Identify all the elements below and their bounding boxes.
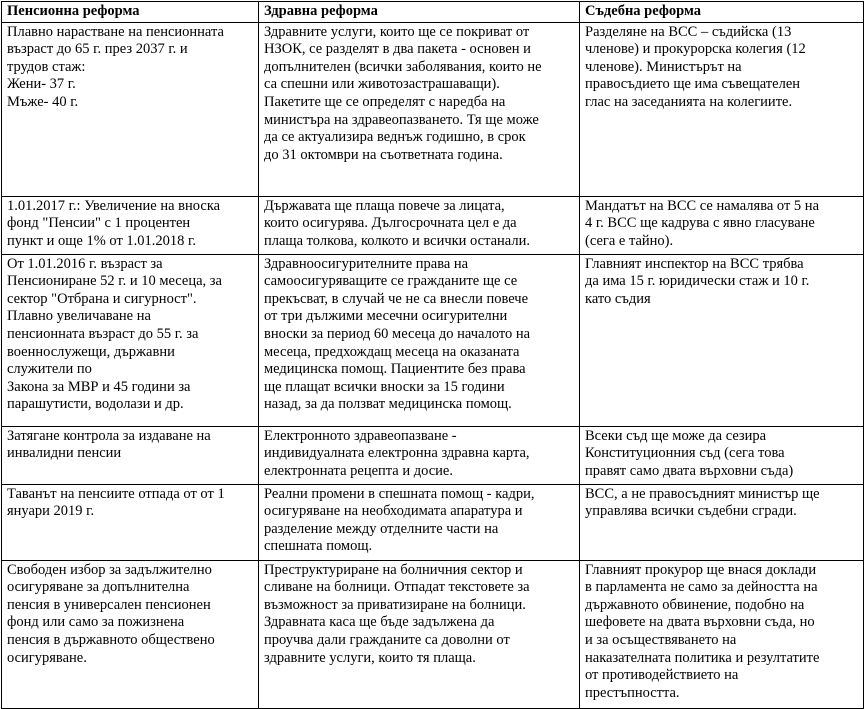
cell-text-line: от противодействието на [585,667,739,684]
cell-text-line: до 31 октомври на съответната година. [264,146,503,163]
cell-text-line: Главният инспектор на ВСС трябва [585,255,804,272]
cell-text-line: Плавно нарастване на пенсионната [7,23,224,40]
cell-text-line: Главният прокурор ще внася доклади [585,561,817,578]
table-row [2,196,864,254]
cell-text-line: осигуряване. [7,649,87,666]
pension-cell [2,254,259,426]
cell-text-line: ВСС, а не правосъдният министър ще [585,485,820,502]
judicial-cell [580,22,864,196]
cell-text-line: управлява всички съдебни сгради. [585,503,797,520]
cell-text-line: като съдия [585,290,651,307]
cell-text-line: фонд "Пенсии" с 1 процентен [7,215,191,232]
cell-text-line: осигуряване на необходимата апаратура и [264,503,523,520]
cell-text-line: прекъсват, в случай че не са внесли повече [264,290,529,307]
cell-text-line: Електронното здравеопазване - [264,427,457,444]
cell-text-line: сливане на болници. Отпадат текстовете за [264,579,530,596]
judicial-cell [580,560,864,708]
cell-text-line: служители по [7,361,92,378]
cell-text-line: Здравните услуги, които ще се покриват от [264,23,530,40]
cell-text-line: индивидуалната електронна здравна карта, [264,445,530,462]
cell-text-line: здравните услуги, които тя плаща. [264,649,476,666]
cell-text-line: Държавата ще плаща повече за лицата, [264,197,505,214]
cell-text-line: медицинска помощ. Пациентите без права [264,361,526,378]
cell-text-line: Жени- 37 г. [7,76,76,93]
cell-text-line: Разделяне на ВСС – съдийска (13 [585,23,792,40]
health-cell [259,426,580,484]
pension-cell [2,22,259,196]
cell-text-line: спешната помощ. [264,538,373,555]
table-row [2,22,864,196]
cell-text-line: военнослужещи, държавни [7,343,175,360]
cell-text-line: и за осъществяването на [585,631,737,648]
cell-text-line: пенсия в държавното обществено [7,631,215,648]
health-cell [259,22,580,196]
health-cell [259,560,580,708]
pension-cell [2,426,259,484]
cell-text-line: плаща толкова, колкото и всички останали. [264,232,530,249]
cell-text-line: осигуряване за допълнителна [7,579,190,596]
cell-text-line: пенсионната възраст до 55 г. за [7,325,199,342]
cell-text-line: януари 2019 г. [7,503,95,520]
table-row [2,426,864,484]
cell-text-line: от три дължими месечни осигурителни [264,308,508,325]
cell-text-line: членове). Министърът на [585,58,742,75]
cell-text-line: месеца, предхождащ месеца на оказаната [264,343,520,360]
table-row [2,560,864,708]
cell-text-line: Таванът на пенсиите отпада от от 1 [7,485,225,502]
cell-text-line: 1.01.2017 г.: Увеличение на вноска [7,197,221,214]
cell-text-line: допълнителен (всички заболявания, които не [264,58,542,75]
cell-text-line: Пакетите ще се определят с наредба на [264,93,506,110]
cell-text-line: проучва дали гражданите са доволни от [264,631,510,648]
cell-text-line: които осигурява. Дългосрочната цел е да [264,215,517,232]
cell-text-line: да има 15 г. юридически стаж и 10 г. [585,273,810,290]
header-judicial-reform: Съдебна реформа [580,2,864,23]
cell-text-line: възраст до 65 г. през 2037 г. и [7,41,188,58]
table-row [2,484,864,560]
cell-text-line: разделение между отделните части на [264,520,499,537]
cell-text-line: парашутисти, водолази и др. [7,396,184,413]
cell-text-line: ще плащат всички вноски за 15 години [264,378,505,395]
judicial-cell [580,426,864,484]
cell-text-line: Мандатът на ВСС се намалява от 5 на [585,197,820,214]
cell-text-line: пункт и още 1% от 1.01.2018 г. [7,232,196,249]
cell-text-line: Мъже- 40 г. [7,93,79,110]
header-row [2,2,864,23]
cell-text-line: Реални промени в спешната помощ - кадри, [264,485,535,502]
cell-text-line: Здравноосигурителните права на [264,255,469,272]
cell-text-line: правят само двата върховни съда) [585,462,794,479]
judicial-cell [580,196,864,254]
cell-text-line: членове) и прокурорска колегия (12 [585,41,806,58]
cell-text-line: инвалидни пенсии [7,445,122,462]
cell-text-line: фонд или само за пожизнена [7,614,185,631]
cell-text-line: правосъдието ще има съвещателен [585,76,801,93]
cell-text-line: трудов стаж: [7,58,86,75]
cell-text-line: пенсия в универсален пенсионен [7,596,211,613]
cell-text-line: глас на заседанията на колегиите. [585,93,793,110]
cell-text-line: От 1.01.2016 г. възраст за [7,255,163,272]
cell-text-line: електронната рецепта и досие. [264,462,453,479]
cell-text-line: Затягане контрола за издаване на [7,427,211,444]
cell-text-line: Пенсиониране 52 г. и 10 месеца, за [7,273,222,290]
cell-text-line: 4 г. ВСС ще кадрува с явно гласуване [585,215,815,232]
cell-text-line: Свободен избор за задължително [7,561,212,578]
pension-cell [2,560,259,708]
health-cell [259,254,580,426]
cell-text-line: Здравната каса ще бъде задължена да [264,614,495,631]
cell-text-line: сектор "Отбрана и сигурност". [7,290,197,307]
table-row [2,254,864,426]
pension-cell [2,484,259,560]
header-pension-reform: Пенсионна реформа [2,2,259,23]
cell-text-line: държавното обвинение, подобно на [585,596,805,613]
cell-text-line: вноски за период 60 месеца до началото на [264,325,531,342]
cell-text-line: Преструктуриране на болничния сектор и [264,561,523,578]
header-health-reform: Здравна реформа [259,2,580,23]
health-cell [259,484,580,560]
cell-text-line: (сега е тайно). [585,232,674,249]
cell-text-line: НЗОК, се разделят в два пакета - основен и [264,41,531,58]
cell-text-line: възможност за приватизиране на болници. [264,596,526,613]
cell-text-line: шефовете на двата върховни съда, но [585,614,815,631]
table-body [2,22,864,708]
cell-text-line: в парламента не само за дейността на [585,579,818,596]
cell-text-line: самоосигуряващите се гражданите ще се [264,273,518,290]
cell-text-line: наказателната политика и резултатите [585,649,820,666]
cell-text-line: да се актуализира веднъж годишно, в срок [264,129,526,146]
cell-text-line: са спешни или животозастрашаващи). [264,76,500,93]
cell-text-line: назад, за да ползват медицинска помощ. [264,396,512,413]
pension-cell [2,196,259,254]
cell-text-line: министъра на здравеопазването. Тя ще може [264,111,539,128]
reform-comparison-table [1,1,864,709]
judicial-cell [580,484,864,560]
judicial-cell [580,254,864,426]
health-cell [259,196,580,254]
cell-text-line: Закона за МВР и 45 години за [7,378,191,395]
cell-text-line: Плавно увеличаване на [7,308,151,325]
cell-text-line: Всеки съд ще може да сезира [585,427,767,444]
cell-text-line: Конституционния съд (сега това [585,445,785,462]
cell-text-line: престъпността. [585,684,680,701]
